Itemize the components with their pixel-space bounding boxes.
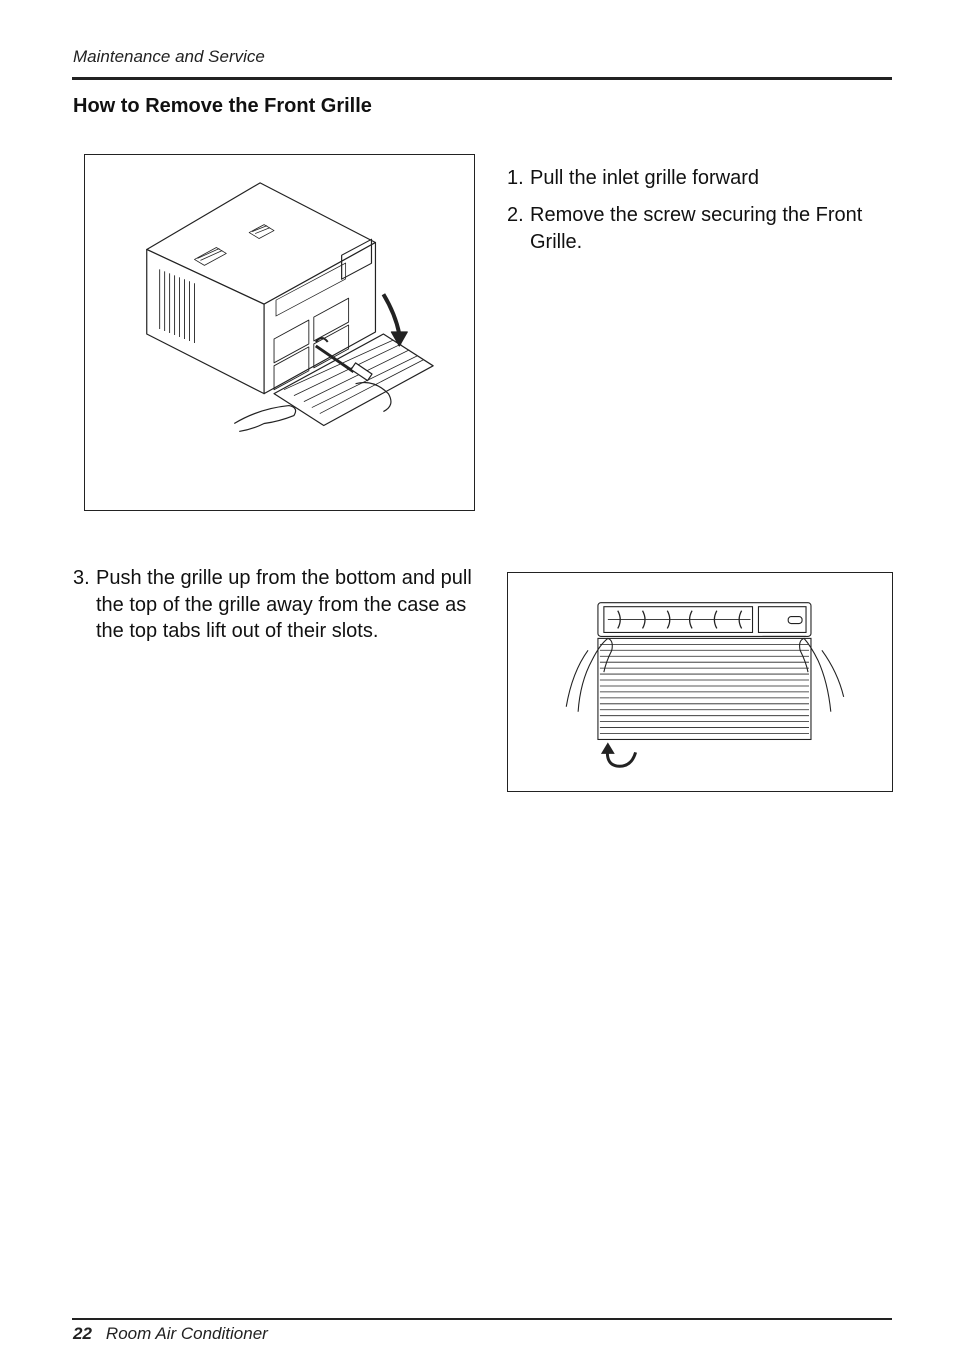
step-3 bbox=[73, 565, 483, 645]
footer-divider bbox=[72, 1318, 892, 1320]
step-2-text: Remove the screw securing the Front Grille. bbox=[530, 204, 863, 253]
figure-pull-inlet-grille bbox=[84, 154, 475, 511]
front-grille-illustration bbox=[508, 573, 892, 791]
step-1 bbox=[507, 165, 877, 192]
step-3-text: Push the grille up from the bottom and pull the top of the grille away from the case as the top tabs lift out of their slots. bbox=[96, 567, 472, 642]
step-1-number: 1. bbox=[507, 167, 524, 189]
step-2-number: 2. bbox=[507, 204, 524, 226]
step-1-text: Pull the inlet grille forward bbox=[530, 167, 759, 189]
section-header: Maintenance and Service bbox=[73, 47, 265, 66]
page-title: How to Remove the Front Grille bbox=[73, 95, 372, 117]
figure-lift-front-grille bbox=[507, 572, 893, 792]
header-divider bbox=[72, 77, 892, 80]
ac-unit-illustration bbox=[85, 155, 474, 510]
page-number: 22 bbox=[73, 1324, 92, 1343]
page-footer bbox=[73, 1324, 268, 1344]
footer-doc-title: Room Air Conditioner bbox=[105, 1324, 268, 1343]
step-2 bbox=[507, 202, 877, 255]
step-3-number: 3. bbox=[73, 567, 90, 589]
